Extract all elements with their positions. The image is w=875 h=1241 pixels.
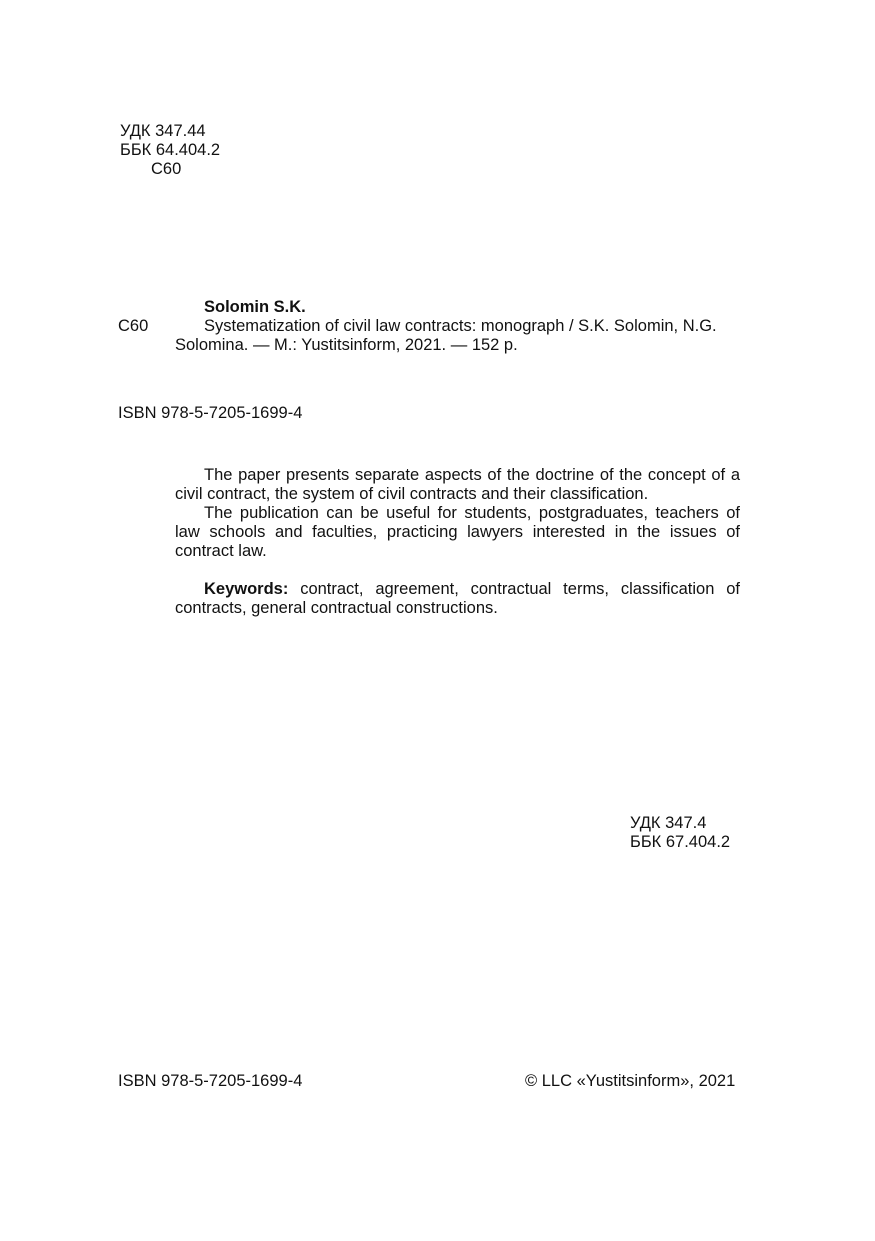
abstract <box>175 466 740 618</box>
author-mark: С60 <box>151 160 182 178</box>
bbk-code: ББК 64.404.2 <box>120 141 221 159</box>
classification-block-bottom <box>630 814 730 852</box>
udk-code: УДК 347.44 <box>120 122 206 140</box>
bibliographic-record <box>175 298 740 355</box>
classification-block-top <box>120 122 220 179</box>
isbn: ISBN 978-5-7205-1699-4 <box>118 404 303 422</box>
bibliographic-description: Systematization of civil law contracts: monograph / S.K. Solomin, N.G. Solomina. — M.: Yustitsinform, 2021. — 152 p. <box>175 317 717 354</box>
abstract-paragraph: The paper presents separate aspects of the doctrine of the concept of a civil contract, the system of civil contracts and their classification. <box>175 466 740 503</box>
author-mark-side: С60 <box>118 317 149 335</box>
footer-isbn: ISBN 978-5-7205-1699-4 <box>118 1072 303 1090</box>
author-name: Solomin S.K. <box>204 298 306 316</box>
keywords <box>175 580 740 618</box>
keywords-label: Keywords: <box>204 580 289 598</box>
copyright: © LLC «Yustitsinform», 2021 <box>525 1072 736 1090</box>
bbk-code: ББК 67.404.2 <box>630 833 731 851</box>
udk-code: УДК 347.4 <box>630 814 707 832</box>
keywords-text: contract, agreement, contractual terms, classification of contracts, general contractual constructions. <box>175 580 740 617</box>
abstract-paragraph: The publication can be useful for students, postgraduates, teachers of law schools and faculties, practicing lawyers interested in the issues of contract law. <box>175 504 740 560</box>
